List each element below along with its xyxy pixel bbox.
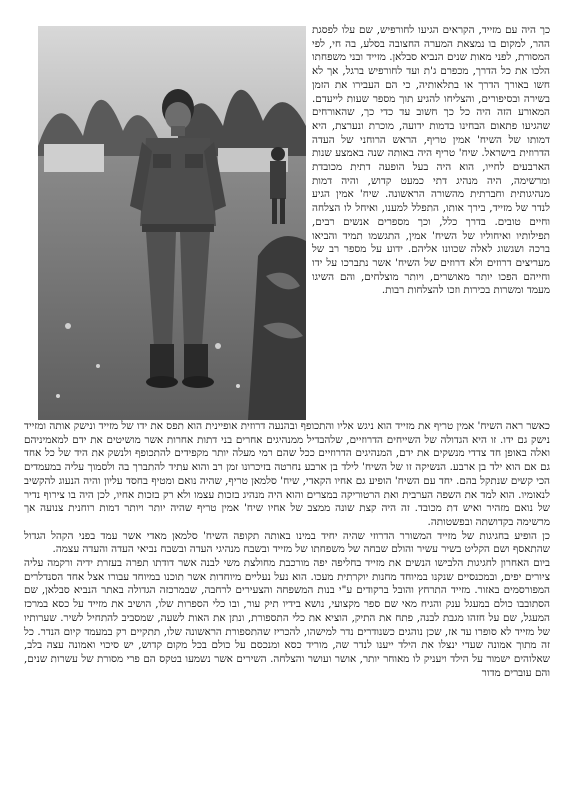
soldier-photo-icon <box>38 26 306 420</box>
paragraph-2: כאשר ראה השיח' אמין טריף את מזייד הוא ניגש אליו והתכופף ובהנעה דרוזית אופיינית הוא תפס את ידו של מזייד ונישק אותה ומזייד נישק גם ידו. זו היא הגדולה של השייחים הדרוזיים, שלהבדיל ממנהיגים אחרים בני דתות אחרות אשר מושיטים את ידם למאמיניהם ואלה באופן חד צדדי מנשקים את ידם, המנהיגים הדרוזיים ככל שהם רמי מעלה יותר מקפידים להתכופף ולנשק את היד של כל אחד גם אם הוא ילד בן ארבע. הנשיקה זו של השיח' לילד בן ארבע נחרטה בזיכרונו זמן רב והוא עתיד להתברך בה ולסמוך עליה במעמדים הכי קשים שנתקל בהם. יחד עם השיח' הופיע גם אחיו הקאדי, שיח' סלמאן טריף, שהיה נואם ומטיף בחסד עליון והיה הנעוג להקשיב לנאומיו. הוא למד את השפה הערבית ואת הרטוריקה במצרים והוא היה מנהיג בזכות עצמו ולא רק בזכות אחיו, לכן היה בו צירוף נדיר של נואם מזהיר ואיש דת מכובד. זה היה קצת שונה ממצב של אחיו שיח' אמין טריף שהיה יותר ויותר דמות רוחנית צנועה אך מרשימה בקדושתה ובפשטותה. <box>24 420 550 528</box>
paragraph-1: כך היה עם מזייד, הקראים הגיעו לחורפיש, שם עלו לפסגת ההר, למקום בו נמצאת המערה החצובה בסלע, בה חי, לפי המסורת, לפני מאות שנים הנביא סבלאן. מזייד ובני משפחתו הלכו את כל הדרך, מכפרם ג'ת ועד לחורפיש ברגל, אך לא חשו באורך הדרך או בתלאותיה, כי הם העבירו את הזמן בשירה ובסיפורים, והצליחו להגיע תוך מספר שעות לייעדם. המאורע הזה היה כל כך חשוב עד כדי כך, שהאורחים שהגיעו פתאום הבחינו בדמות ידועה, מוכרת ונערצת, היא דמותו של השיח' אמין טריף, הראש הרוחני של העדה הדרוזית בישראל. שיח' טריף היה באותה שנה באמצע שנות הארבעים לחייו, הוא היה בעל הופעה דתית מכובדת ומרשימה, היה מנהיג דתי כמעט קדוש, והיה דמות מנהיגותית וחברתית מהשורה הראשונה. שיח' אמין הגיע לנדר של מזייד, בירך אותו, התפלל למענו, ואיחל לו הצלחה וחיים טובים. בדרך כלל, וכך מספרים אנשים רבים, תפילותיו ואיחוליו של השיח' אמין, התגשמו תמיד והביאו ברכה ושגשוג לאלה שכוונו אליהם. ידוע על מספר רב של מעריצים דרוזים ולא דרוזים של השיח' אשר נתברכו על ידו וחייהם הפכו יותר מאושרים, ויותר מוצלחים, והם השיגו מעמד ומשרות בכירות וזכו להצלחות רבות. <box>312 24 550 297</box>
historical-photo <box>38 26 306 420</box>
article-text-full-width <box>24 420 550 680</box>
article-text-column <box>312 24 550 298</box>
paragraph-4: ביום האחרון לחגיגות הלבישו הנשים את מזייד בחליפה יפה מורכבת מחולצת משי לבנה אשר דודתו תפרה בעזרת ידיה ורקמה עליה ציורים יפים, ובמכנסיים שנקנו במיוחד מחנות יוקרתית מעכו. הוא נעל נעליים מיוחדות אשר תוכנו במיוחד עבורו אצל אחד הסנדלרים המפורסמים באזור. מזייד התרחץ והובל ברקודים ע"י בנות המשפחה והצעירים לרחבה, שבמרכזה הגדולה באתר הנביא סבלאן, שם הסתובבו כולם במעגל ענק והגיח מאי שם ספר מקצועי, נושא בידיו תיק עור, ובו כלי הספרות שלו, הושיב את מזייד על כסא במרכז המעגל, שם על חזהו מגבת לבנה, פתח את התיק, הוציא את כלי התספורת, ונתן את האות לשעה, שמסביב להתחיל לשיר. שערותיו של מזייד לא סופרו עד אז, שכן נוהגים כשנודרים נדר למישהו, להכריז שהתספורת הראשונה שלו, תתקיים רק במעמד קיום הנדר. כל זה מתוך אמונה שעדי ינצלו את הילד ייענו לנדר שה, מוריד כסא ומנכסם על כולם בכל מקום קדוש, יש סיכוי ואמונה עצה בלב, שאלוהים ישמור על הילד ויעניק לו מאוחר יותר, אושר ועושר והצלחה. השירים אשר נשמעו בטקס הם פרי מסורת של עשרות שנים, והם עוברים מדור <box>24 557 550 679</box>
paragraph-3: כן הופיע בחגיגות של מזייד המשורר הדרוזי שהיה יחיד במינו באותה תקופה השיח' סלמאן מאדי אשר עמד בפני הקהל הגדול שהתאסף ושם הקליט בשיר עשיר והולם שבחה של משפחתו של מזייד ובשבח מנהיגי העדה ובשבח נביאי העדה והעדה עצמה. <box>24 529 550 556</box>
